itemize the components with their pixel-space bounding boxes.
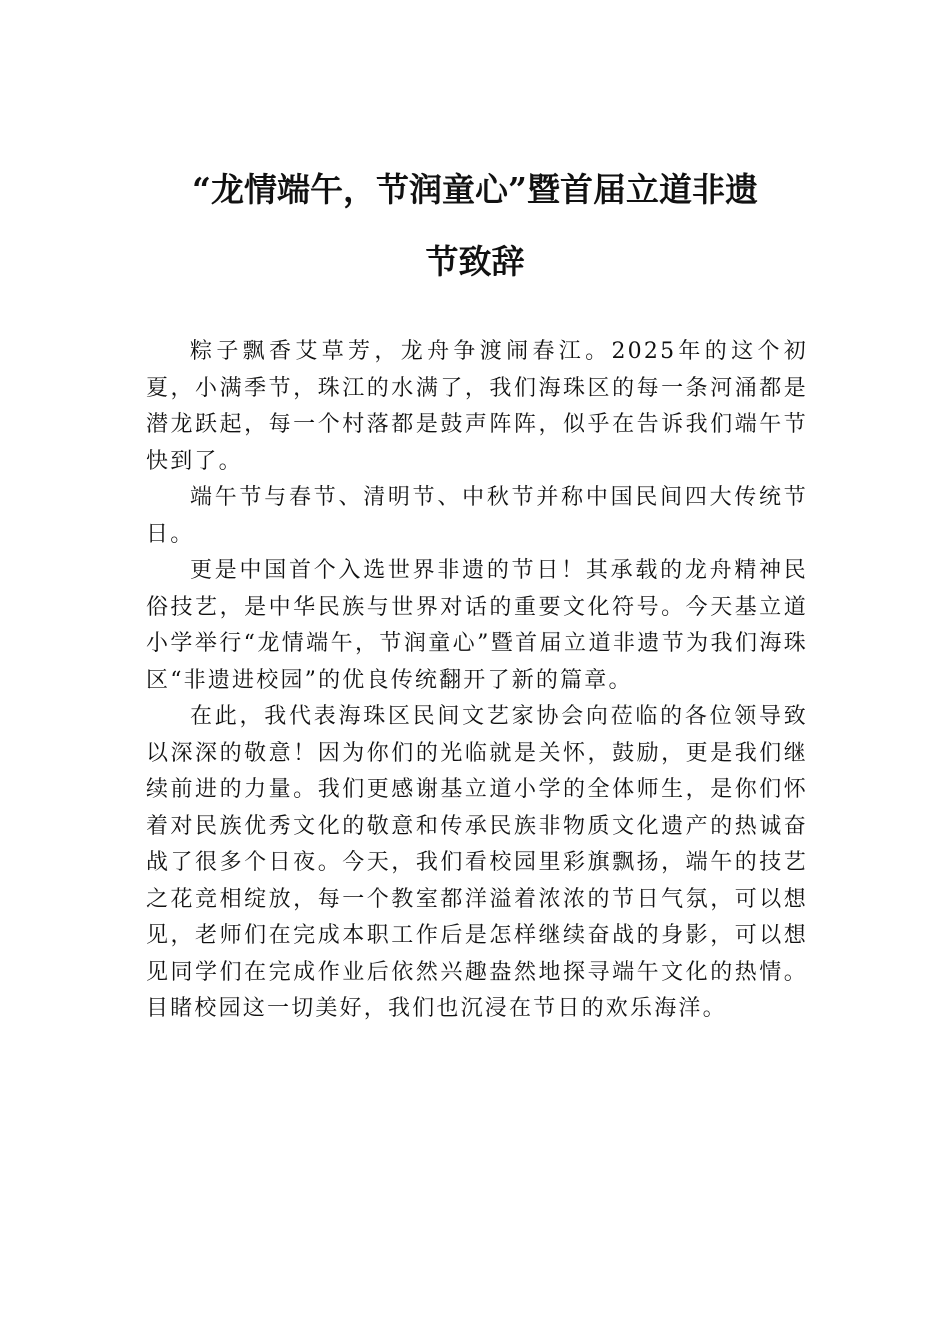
paragraph-2: 端午节与春节、清明节、中秋节并称中国民间四大传统节日。: [146, 485, 808, 547]
paragraph-4: 在此，我代表海珠区民间文艺家协会向莅临的各位领导致以深深的敬意！因为你们的光临就是关怀，鼓励，更是我们继续前进的力量。我们更感谢基立道小学的全体师生，是你们怀着对民族优秀文化的敬意和传承民族非物质文化遗产的热诚奋战了很多个日夜。今天，我们看校园里彩旗飘扬，端午的技艺之花竞相绽放，每一个教室都洋溢着浓浓的节日气氛，可以想见，老师们在完成本职工作后是怎样继续奋战的身影，可以想见同学们在完成作业后依然兴趣盎然地探寻端午文化的热情。目睹校园这一切美好，我们也沉浸在节日的欢乐海洋。: [146, 704, 808, 1021]
document-title-line-2: 节致辞: [425, 242, 525, 281]
paragraph-1: 粽子飘香艾草芳，龙舟争渡闹春江。2025年的这个初夏，小满季节，珠江的水满了，我们海珠区的每一条河涌都是潜龙跃起，每一个村落都是鼓声阵阵，似乎在告诉我们端午节快到了。: [146, 339, 808, 474]
paragraph-3: 更是中国首个入选世界非遗的节日！其承载的龙舟精神民俗技艺，是中华民族与世界对话的重要文化符号。今天基立道小学举行“龙情端午，节润童心”暨首届立道非遗节为我们海珠区“非遗进校园”的优良传统翻开了新的篇章。: [146, 558, 808, 693]
document-title-line-1: “龙情端午，节润童心”暨首届立道非遗: [192, 170, 758, 209]
document-body: [146, 334, 808, 1028]
